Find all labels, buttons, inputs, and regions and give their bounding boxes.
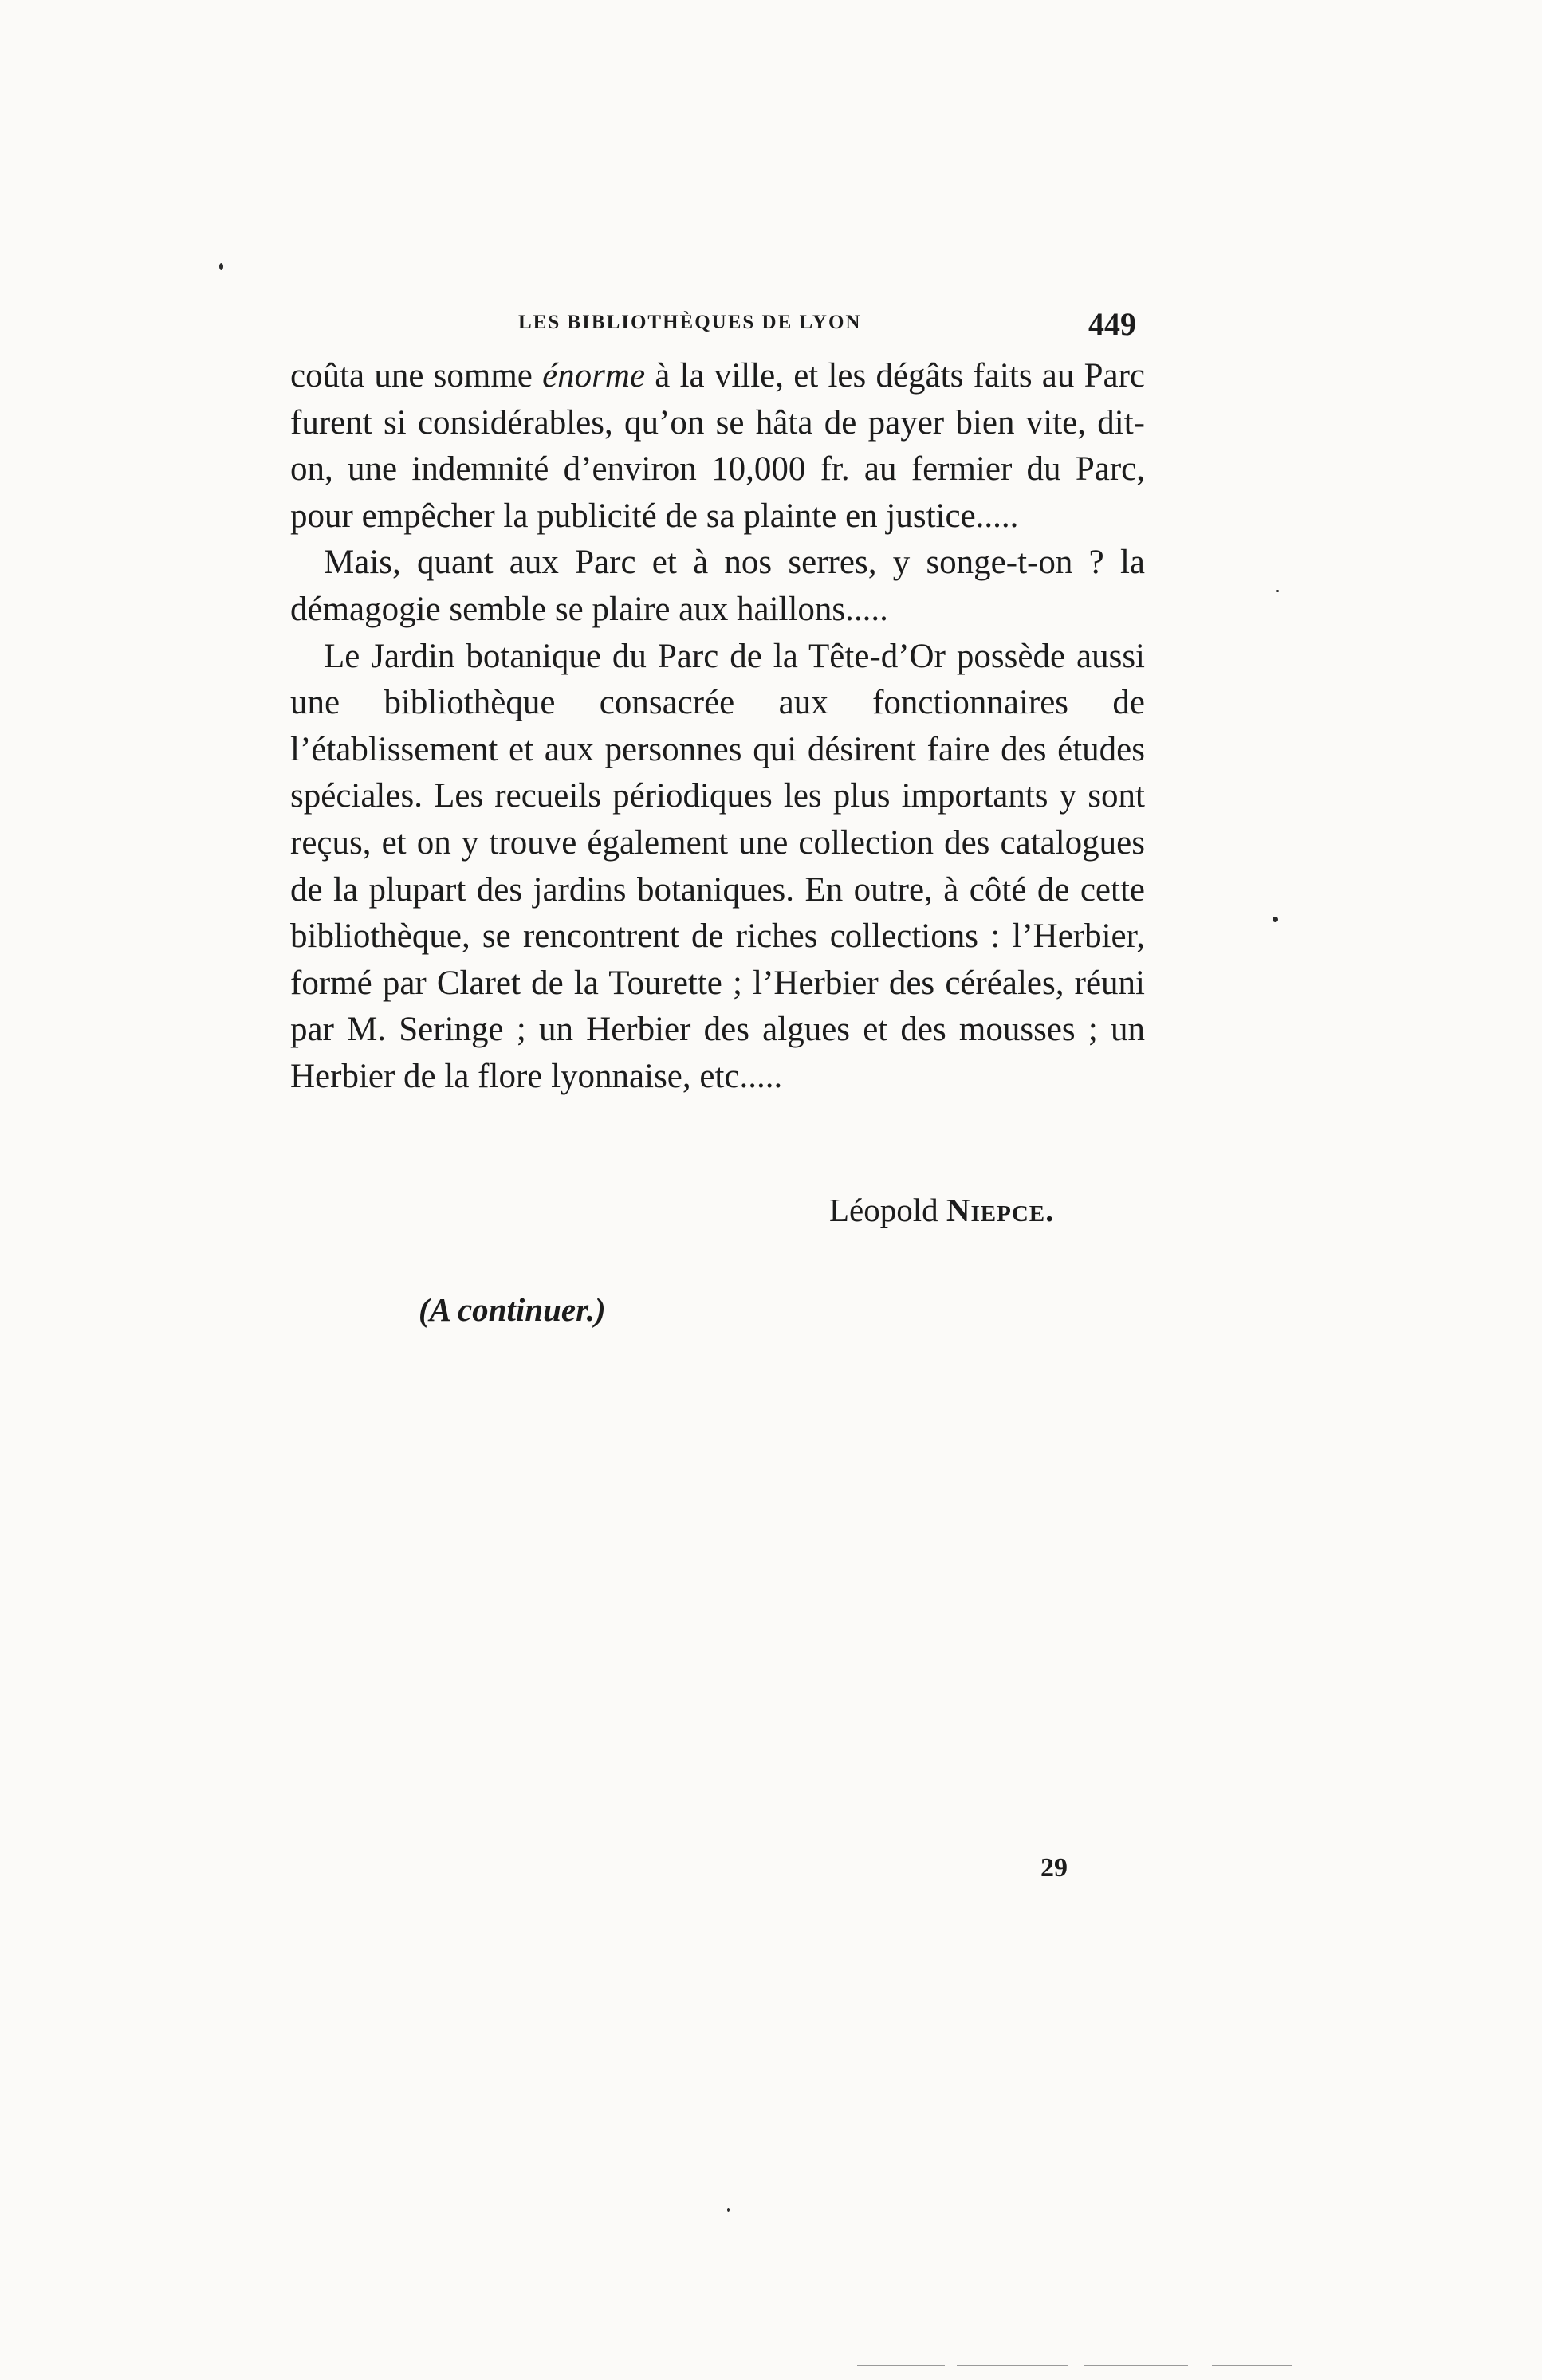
paragraph-continued-rest: à la ville, et les dégâts faits au Parc furent si considérables, qu’on se hâta de payer bien vite, dit-on, une indemnité d’environ 10,000 fr. au fermier du Parc, pour empêcher la publicité de sa plainte en justice..... [290, 357, 1145, 535]
author-surname: Niepce. [946, 1192, 1055, 1228]
scan-speck [1276, 590, 1279, 592]
page-header [518, 305, 1136, 353]
author-signature [829, 1186, 1054, 1234]
continuation-note: (A continuer.) [419, 1291, 606, 1328]
paragraph-continued [290, 353, 1145, 540]
scan-speck [727, 2208, 730, 2212]
scan-speck [219, 263, 223, 270]
scan-speck [1273, 917, 1278, 922]
running-title: LES BIBLIOTHÈQUES DE LYON [518, 312, 862, 333]
emphasized-word: énorme [542, 357, 646, 395]
body-text [290, 353, 1145, 1101]
paragraph-parc: Mais, quant aux Parc et à nos serres, y songe-t-on ? la démagogie semble se plaire aux haillons..... [290, 544, 1145, 628]
printer-signature-mark: 29 [1040, 1853, 1068, 1883]
scan-edge-mark [1084, 2365, 1188, 2366]
scan-edge-mark [957, 2365, 1068, 2366]
scan-edge-mark [857, 2365, 945, 2366]
paragraph-jardin-botanique: Le Jardin botanique du Parc de la Tête-d’Or possède aussi une bibliothèque consacrée aux fonctionnaires de l’établissement et aux personnes qui désirent faire des études spéciales. Les recueils périodiques les plus importants y sont reçus, et on y trouve également une collection des catalogues de la plupart des jardins botaniques. En outre, à côté de cette bibliothèque, se rencontrent de riches collections : l’Herbier, formé par Claret de la Tourette ; l’Herbier des céréales, réuni par M. Seringe ; un Herbier des algues et des mousses ; un Herbier de la flore lyonnaise, etc..... [290, 637, 1145, 1095]
scan-edge-mark [1212, 2365, 1292, 2366]
author-first-name: Léopold [829, 1192, 938, 1228]
paragraph-continued-start: coûta une somme [290, 357, 543, 395]
page-number: 449 [1088, 306, 1136, 342]
